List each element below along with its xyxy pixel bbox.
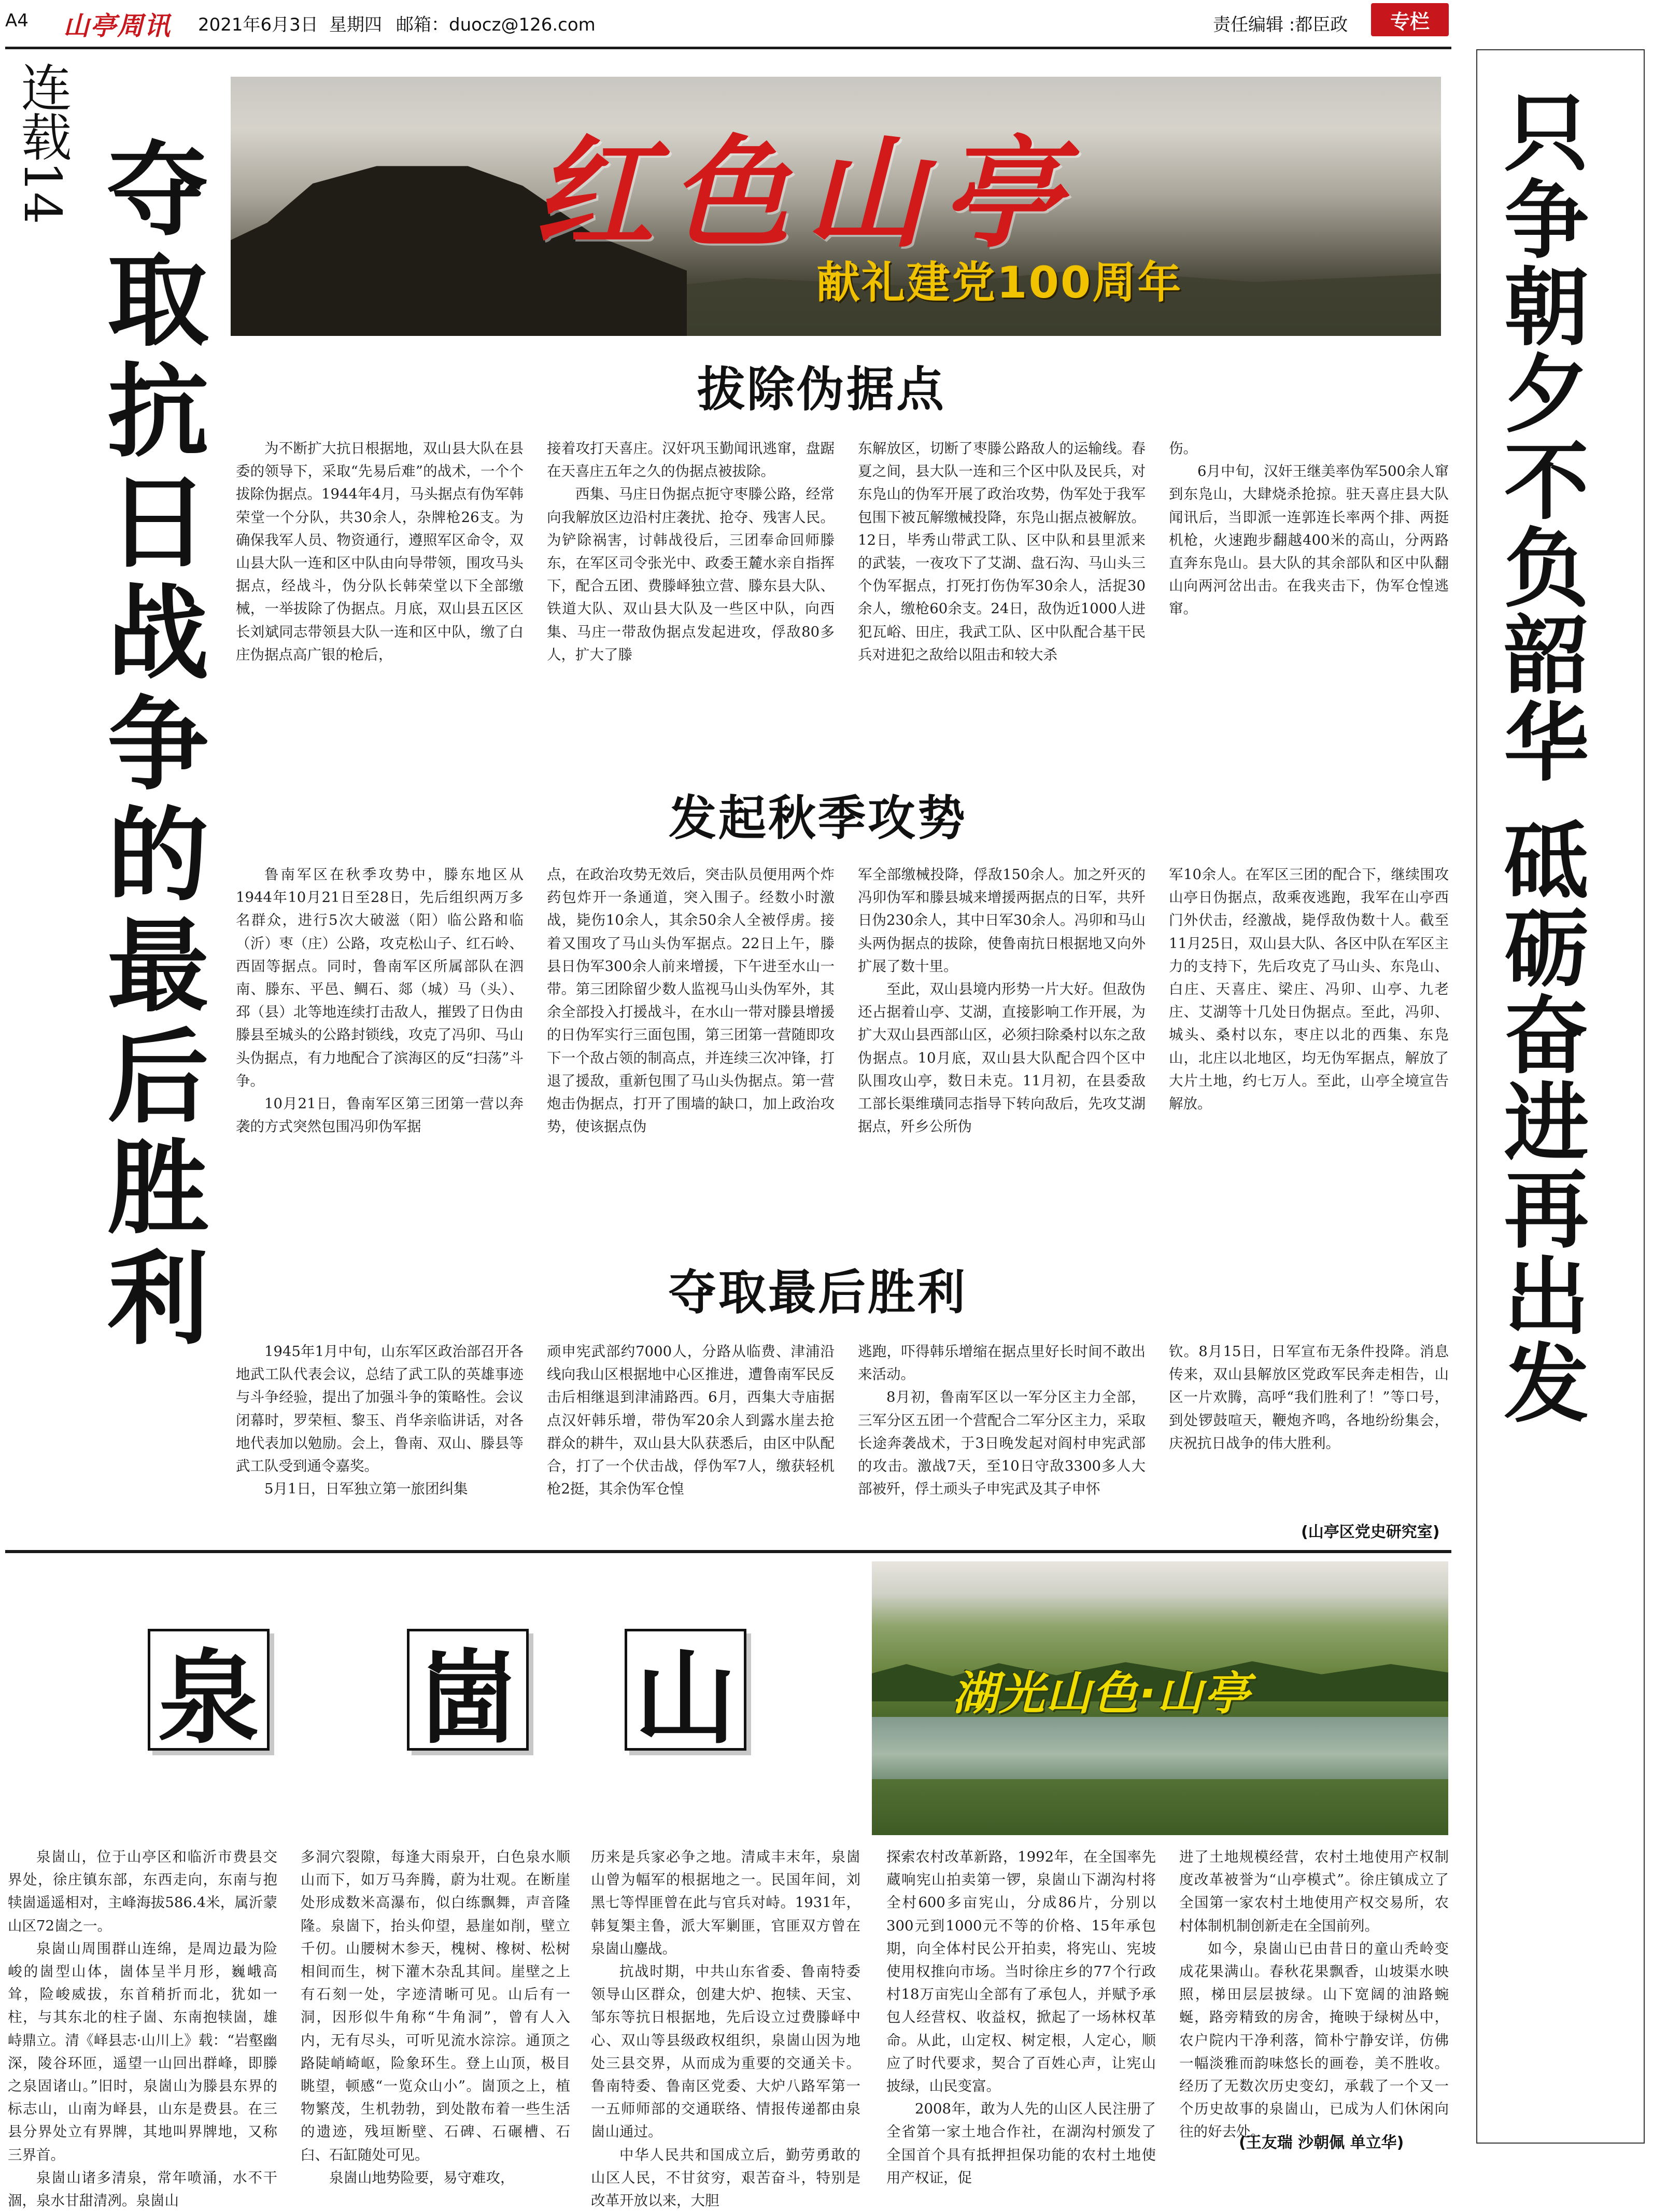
paragraph: 探索农村改革新路，1992年，在全国率先蔵响宪山拍卖第一锣，泉崮山下湖沟村将全村600多亩宪山，分成86片，分别以300元到1000元不等的价格、15年承包期，向全体村民公开拍卖，将宪山、宪坡使用权推向市场。当时徐庄乡的77个行政村18万亩宪山全部有了承包人，并赋予承包人经营权、收益权，掀起了一场林权革命。从此，山定权、树定根，人定心，顺应了时代要求，契合了百姓心声，让宪山披绿，山民变富。	[886, 1849, 1156, 2095]
paragraph: 东解放区，切断了枣滕公路敌人的运输线。春夏之间，县大队一连和三个区中队及民兵，对东凫山的伪军开展了政治攻势，伪军处于我军包围下被瓦解缴械投降，东凫山据点被解放。12日，毕秀山带武工队、区中队和县里派来的武装，一夜攻下了艾湖、盘石沟、马山头三个伪军据点，打死打伤伪军30余人，活捉30余人，缴枪60余支。24日，敌伪近1000人进犯瓦峪、田庄，我武工队、区中队配合基干民兵对进犯之敌给以阻击和较大杀	[858, 440, 1146, 663]
article-column	[1169, 437, 1449, 734]
paragraph: 10月21日，鲁南军区第三团第一营以奔袭的方式突然包围冯卯伪军据	[236, 1095, 524, 1135]
paragraph: 如今，泉崮山已由昔日的童山秃岭变成花果满山。春秋花果飘香，山坡渠水映照，梯田层层披绿。山下宽阔的油路蜿蜒，路旁精致的房舍，掩映于绿树丛中，农户院内干净利落，简朴宁静安详，仿佛一幅淡雅而韵味悠长的画卷，美不胜收。经历了无数次历史变幻，承载了一个又一个历史故事的泉崮山，已成为人们休闲向往的好去处。	[1179, 1940, 1449, 2140]
article-column	[886, 1845, 1156, 2186]
paragraph: 泉崮山诸多清泉，常年喷涌，水不干涸，泉水甘甜清冽。泉崮山	[8, 2169, 277, 2209]
masthead	[5, 0, 1451, 49]
paragraph: 点，在政治攻势无效后，突击队员便用两个炸药包炸开一条通道，突入围子。经数小时激战，毙伤10余人，其余50余人全被俘虏。接着又围攻了马山头伪军据点。22日上午，滕县日伪军300余人前来增援，下午进至水山一带。第三团除留少数人监视马山头伪军外，其余全部投入打援战斗，在水山一带对滕县增援的日伪军实行三面包围，第三团第一营随即攻下一个敌占领的制高点，并连续三次冲锋，打退了援敌，重新包围了马山头伪据点。第一营炮击伪据点，打开了围墙的缺口，加上政治攻势，使该据点伪	[547, 866, 835, 1135]
issue-date: 2021年6月3日	[198, 15, 318, 35]
paragraph: 逃跑，吓得韩乐增缩在据点里好长时间不敢出来活动。	[858, 1343, 1146, 1383]
paragraph: 鲁南军区在秋季攻势中，滕东地区从1944年10月21日至28日，先后组织两万多名群众，进行5次大破滋（阳）临公路和临（沂）枣（庄）公路，攻克松山子、红石岭、西固等据点。同时，鲁南军区所属部队在泗南、滕东、平邑、鲷石、郯（城）马（头）、邳（县）北等地连续打击敌人，摧毁了日伪由滕县至城头的公路封锁线，攻克了冯卯、马山头伪据点，有力地配合了滨海区的反“扫荡”斗争。	[236, 866, 524, 1089]
title-char-box: 崮	[407, 1629, 529, 1751]
paragraph: 顽申宪武部约7000人，分路从临费、津浦沿线向我山区根据地中心区推进，遭鲁南军民反击后相继退到津浦路西。6月，西集大寺庙据点汉奸韩乐增，带伪军20余人到露水崖去抢群众的耕牛，双山县大队获悉后，由区中队配合，打了一个伏击战，俘伪军7人，缴获轻机枪2挺，其余伪军仓惶	[547, 1343, 835, 1498]
article-column	[236, 1340, 524, 1547]
article-column	[1169, 863, 1449, 1216]
article-column	[301, 1845, 570, 2186]
article-column	[1179, 1845, 1449, 2140]
section-divider	[5, 1550, 1451, 1553]
paper-logo: 山亭周讯	[63, 10, 171, 41]
paragraph: 至此，双山县境内形势一片大好。但敌伪还占据着山亭、艾湖，直接影响工作开展，为扩大双山县西部山区，必须扫除桑村以东之敌伪据点。10月底，双山县大队配合四个区中队围攻山亭，数日未克。11月初，在县委敌工部长渠维璜同志指导下转向敌后，先攻艾湖据点，歼乡公所伪	[858, 981, 1146, 1135]
paragraph: 5月1日，日军独立第一旅团纠集	[264, 1481, 468, 1498]
banner-photo	[231, 77, 1441, 336]
article-column	[547, 437, 835, 734]
banner-subtitle: 献礼建党100周年	[816, 257, 1183, 308]
paragraph: 为不断扩大抗日根据地，双山县大队在县委的领导下，采取“先易后难”的战术，一个个拔除伪据点。1944年4月，马头据点有伪军韩荣堂一个分队，共30余人，杂牌枪26支。为确保我军人员、物资通行，遵照军区命令，双山县大队一连和区中队由向导带领，围攻马头据点，经战斗，伪分队长韩荣堂以下全部缴械，一举拔除了伪据点。月底，双山县五区区长刘斌同志带领县大队一连和区中队，缴了白庄伪据点高广银的枪后，	[236, 440, 524, 663]
paragraph: 抗战时期，中共山东省委、鲁南特委领导山区群众，创建大炉、抱犊、天宝、邹东等抗日根据地，先后设立过费滕峄中心、双山等县级政权组织，泉崮山因为地处三县交界，从而成为重要的交通关卡。鲁南特委、鲁南区党委、大炉八路军第一一五师师部的交通联络、情报传递都由泉崮山通过。	[591, 1963, 860, 2140]
contact-email: 邮箱：duocz@126.com	[396, 15, 596, 35]
paragraph: 6月中旬，汉奸王继美率伪军500余人窜到东凫山，大肆烧杀抢掠。驻天喜庄县大队闻讯后，当即派一连郭连长率两个排、两挺机枪，火速跑步翻越400米的高山，分两路直奔东凫山。县大队的其余部队和区中队翻山向两河岔出击。在我夹击下，伪军仓惶逃窜。	[1169, 463, 1449, 617]
title-char-box: 山	[625, 1629, 746, 1751]
section-heading: 拔除伪据点	[697, 361, 946, 417]
section-heading: 发起秋季攻势	[669, 790, 968, 846]
article-column	[236, 437, 524, 734]
paragraph: 军全部缴械投降，俘敌150余人。加之歼灭的冯卯伪军和滕县城来增援两据点的日军，共歼日伪230余人，其中日军30余人。冯卯和马山头两伪据点的拔除，使鲁南抗日根据地又向外扩展了数十里。	[858, 866, 1146, 975]
paragraph: 2008年，敢为人先的山区人民注册了全省第一家土地合作社，在湖沟村颁发了全国首个具有抵押担保功能的农村土地使用产权证，促	[886, 2101, 1156, 2186]
title-char-box: 泉	[148, 1629, 270, 1751]
landscape-photo	[872, 1561, 1448, 1835]
paragraph: 泉崮山，位于山亭区和临沂市费县交界处，徐庄镇东部，东西走向，东南与抱犊崮遥遥相对，主峰海拔586.4米，属沂蒙山区72崮之一。	[8, 1849, 277, 1934]
main-headline: 夺取抗日战争的最后胜利	[90, 136, 208, 1356]
article-column	[858, 437, 1146, 734]
article-credit: (王友瑞 沙朝佩 单立华)	[1239, 2134, 1404, 2152]
photo-caption-label: 湖光山色·山亭	[952, 1667, 1251, 1720]
banner-title: 红色山亭	[534, 122, 1078, 264]
serial-number: 连载14	[12, 61, 72, 223]
paragraph: 多洞穴裂隙，每逢大雨泉开，白色泉水顺山而下，如万马奔腾，蔚为壮观。在断崖处形成数米高瀑布，似白练飘舞，声音隆隆。泉崮下，抬头仰望，悬崖如削，壁立千仞。山腰树木参天，槐树、橡树、松树相间而生，树下灌木杂乱其间。崖壁之上有石刻一处，字迹清晰可见。山后有一洞，因形似牛角称“牛角洞”，曾有人入内，无有尽头，可听见流水淙淙。通顶之路陡峭崎岖，险象环生。登上山顶，极目眺望，顿感“一览众山小”。崮顶之上，植物繁茂，生机勃勃，到处散布着一些生活的遗迹，残垣断壁、石碑、石碾槽、石臼、石缸随处可见。	[301, 1849, 570, 2163]
paragraph: 8月初，鲁南军区以一军分区主力全部，三军分区五团一个营配合二军分区主力，采取长途奔袭战术，于3日晚发起对阎村申宪武部的攻击。激战7天，至10日守敌3300多人大部被歼，俘土顽头子申宪武及其子申怀	[858, 1389, 1146, 1498]
article-column	[858, 863, 1146, 1216]
section-badge: 专栏	[1371, 3, 1449, 36]
article-column	[547, 1340, 835, 1547]
paragraph: 中华人民共和国成立后，勤劳勇敢的山区人民，不甘贫穷，艰苦奋斗，特别是改革开放以来，大胆	[591, 2146, 860, 2209]
paragraph: 泉崮山地势险要，易守难攻，	[329, 2169, 515, 2186]
article-column	[236, 863, 524, 1216]
article-column	[858, 1340, 1146, 1547]
issue-weekday: 星期四	[329, 15, 382, 35]
paragraph: 接着攻打天喜庄。汉奸巩玉勤闻讯逃窜，盘踞在天喜庄五年之久的伪据点被拔除。	[547, 440, 835, 480]
section-heading: 夺取最后胜利	[669, 1264, 968, 1320]
vertical-slogan: 只争朝夕不负韶华 砥砺奋进再出发	[1489, 88, 1589, 1427]
paragraph: 西集、马庄日伪据点扼守枣滕公路，经常向我解放区边沿村庄袭扰、抢夺、残害人民。为铲除祸害，讨韩战役后，三团奉命回师滕东，在军区司令张光中、政委王麓水亲自指挥下，配合五团、费滕峄独立营、滕东县大队、铁道大队、双山县大队及一些区中队，向西集、马庄一带敌伪据点发起进攻，俘敌80多人，扩大了滕	[547, 486, 835, 663]
paragraph: 进了土地规模经营，农村土地使用产权制度改革被誉为“山亭模式”。徐庄镇成立了全国第一家农村土地使用产权交易所，农村体制机制创新走在全国前列。	[1179, 1849, 1449, 1934]
paragraph: 历来是兵家必争之地。清咸丰末年，泉崮山曾为幅军的根据地之一。民国年间，刘黑七等悍匪曾在此与官兵对峙。1931年，韩复榘主鲁，派大军剿匪，官匪双方曾在泉崮山鏖战。	[591, 1849, 860, 1957]
article-column	[591, 1845, 860, 2209]
paragraph: 军10余人。在军区三团的配合下，继续围攻山亭日伪据点，敌乘夜逃跑，我军在山亭西门外伏击，经激战，毙俘敌伪数十人。截至11月25日，双山县大队、各区中队在军区主力的支持下，先后攻克了马山头、东凫山、白庄、天喜庄、梁庄、冯卯、山亭、九老庄、艾湖等十几处日伪据点。至此，冯卯、城头、桑村以东，枣庄以北的西集、东凫山，北庄以北地区，均无伪军据点，解放了大片土地，约七万人。至此，山亭全境宣告解放。	[1169, 866, 1449, 1112]
paragraph: 泉崮山周围群山连绵，是周边最为险峻的崮型山体，崮体呈半月形，巍峨高耸，险峻威拔，东首稍折而北，犹如一柱，与其东北的柱子崮、东南抱犊崮，雄峙鼎立。清《峄县志·山川上》载：“岩壑幽深，陵谷环匝，遥望一山回出群峰，即滕之泉固诸山。”旧时，泉崮山为滕县东界的标志山，山南为峄县，山东是费县。在三县分界处立有界牌，其地叫界牌地，又称三界首。	[8, 1940, 277, 2163]
paragraph: 钦。8月15日，日军宣布无条件投降。消息传来，双山县解放区党政军民奔走相告，山区一片欢腾，高呼“我们胜利了！”等口号，到处锣鼓喧天，鞭炮齐鸣，各地纷纷集会，庆祝抗日战争的伟大胜利。	[1169, 1343, 1449, 1452]
photo-lake-shape	[872, 1717, 1448, 1779]
article-column	[1169, 1340, 1449, 1496]
paragraph: 1945年1月中旬，山东军区政治部召开各地武工队代表会议，总结了武工队的英雄事迹与斗争经验，提出了加强斗争的策略性。会议闭幕时，罗荣桓、黎玉、肖华亲临讲话，对各地代表加以勉励。会上，鲁南、双山、滕县等武工队受到通令嘉奖。	[236, 1343, 524, 1475]
responsible-editor: 责任编辑 :都臣政	[1213, 15, 1348, 35]
article-column	[547, 863, 835, 1216]
article-column	[8, 1845, 277, 2209]
page-number: A4	[5, 10, 29, 31]
article-credit: (山亭区党史研究室)	[1301, 1523, 1440, 1541]
paragraph: 伤。	[1169, 440, 1197, 457]
